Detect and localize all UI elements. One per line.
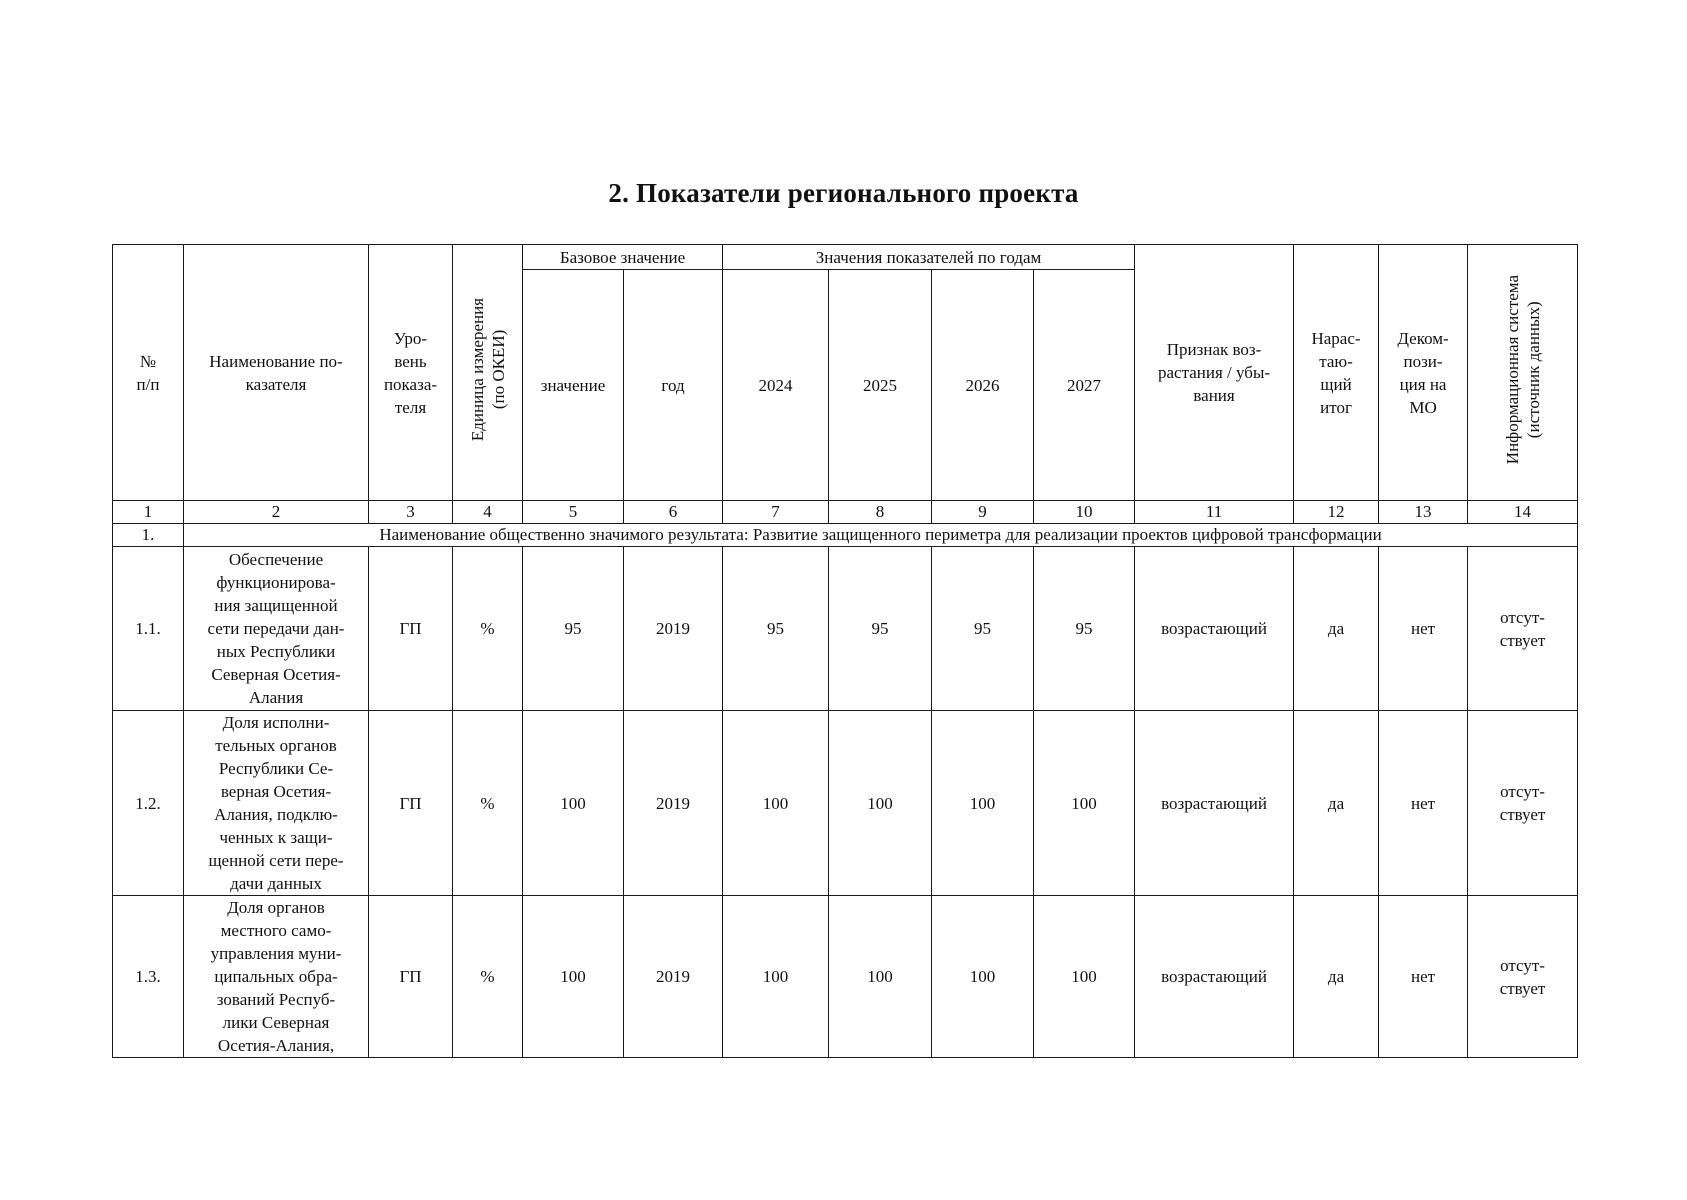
row-decomposition: нет [1379,547,1468,711]
header-base-value: значение [523,270,624,501]
column-number: 10 [1034,501,1135,524]
column-number: 6 [624,501,723,524]
row-name: Доля органов местного само- управления муни- ципальных обра- зований Респуб- лики Северная Осетия-Алания, [184,896,369,1058]
column-number: 1 [113,501,184,524]
row-decomposition: нет [1379,711,1468,896]
row-base-year: 2019 [624,896,723,1058]
header-info-system-cell [1468,245,1578,501]
table-row [113,896,1578,1058]
header-level: Уро- вень показа- теля [369,245,453,501]
header-decomposition: Деком- пози- ция на МО [1379,245,1468,501]
row-num: 1.3. [113,896,184,1058]
row-num: 1.1. [113,547,184,711]
column-number: 5 [523,501,624,524]
section-row [113,524,1578,547]
row-trend: возрастающий [1135,896,1294,1058]
row-info-system: отсут- ствует [1468,711,1578,896]
row-cumulative: да [1294,711,1379,896]
row-value-2027: 95 [1034,547,1135,711]
section-title: Наименование общественно значимого результата: Развитие защищенного периметра для реализации проектов цифровой трансформации [184,524,1578,547]
column-number: 3 [369,501,453,524]
row-level: ГП [369,547,453,711]
row-decomposition: нет [1379,896,1468,1058]
header-base-group: Базовое значение [523,245,723,270]
header-trend: Признак воз- растания / убы- вания [1135,245,1294,501]
row-info-system: отсут- ствует [1468,896,1578,1058]
row-info-system: отсут- ствует [1468,547,1578,711]
row-value-2026: 100 [932,711,1034,896]
header-cumulative: Нарас- таю- щий итог [1294,245,1379,501]
row-unit: % [453,547,523,711]
row-cumulative: да [1294,547,1379,711]
section-num: 1. [113,524,184,547]
header-unit: Единица измерения (по ОКЕИ) [467,297,508,442]
row-unit: % [453,896,523,1058]
column-number: 7 [723,501,829,524]
indicators-table [112,244,1578,1058]
row-value-2025: 100 [829,711,932,896]
row-name: Обеспечение функционирова- ния защищенной сети передачи дан- ных Республики Северная Осетия- Алания [184,547,369,711]
row-value-2025: 100 [829,896,932,1058]
row-value-2026: 100 [932,896,1034,1058]
row-value-2024: 100 [723,711,829,896]
column-number: 13 [1379,501,1468,524]
row-value-2024: 95 [723,547,829,711]
page-title: 2. Показатели регионального проекта [608,178,1079,208]
row-trend: возрастающий [1135,547,1294,711]
column-number: 4 [453,501,523,524]
row-base-value: 95 [523,547,624,711]
column-number: 2 [184,501,369,524]
row-level: ГП [369,896,453,1058]
row-name: Доля исполни- тельных органов Республики Се- верная Осетия- Алания, подклю- ченных к защи- щенной сети пере- дачи данных [184,711,369,896]
row-value-2024: 100 [723,896,829,1058]
row-base-year: 2019 [624,547,723,711]
row-num: 1.2. [113,711,184,896]
row-base-value: 100 [523,711,624,896]
column-number: 8 [829,501,932,524]
row-unit: % [453,711,523,896]
row-level: ГП [369,711,453,896]
column-numbers-row [113,501,1578,524]
header-year-2027: 2027 [1034,270,1135,501]
header-info-system: Информационная система (источник данных) [1502,274,1543,465]
header-base-year: год [624,270,723,501]
row-value-2027: 100 [1034,896,1135,1058]
column-number: 9 [932,501,1034,524]
table-row [113,711,1578,896]
header-years-group: Значения показателей по годам [723,245,1135,270]
column-number: 12 [1294,501,1379,524]
row-value-2027: 100 [1034,711,1135,896]
row-trend: возрастающий [1135,711,1294,896]
header-name: Наименование по- казателя [184,245,369,501]
row-value-2026: 95 [932,547,1034,711]
column-number: 11 [1135,501,1294,524]
column-number: 14 [1468,501,1578,524]
row-value-2025: 95 [829,547,932,711]
header-year-2025: 2025 [829,270,932,501]
header-year-2026: 2026 [932,270,1034,501]
header-unit-cell [453,245,523,501]
table-row [113,547,1578,711]
header-row-top [113,245,1578,270]
row-base-value: 100 [523,896,624,1058]
row-base-year: 2019 [624,711,723,896]
row-cumulative: да [1294,896,1379,1058]
header-year-2024: 2024 [723,270,829,501]
header-num: № п/п [113,245,184,501]
